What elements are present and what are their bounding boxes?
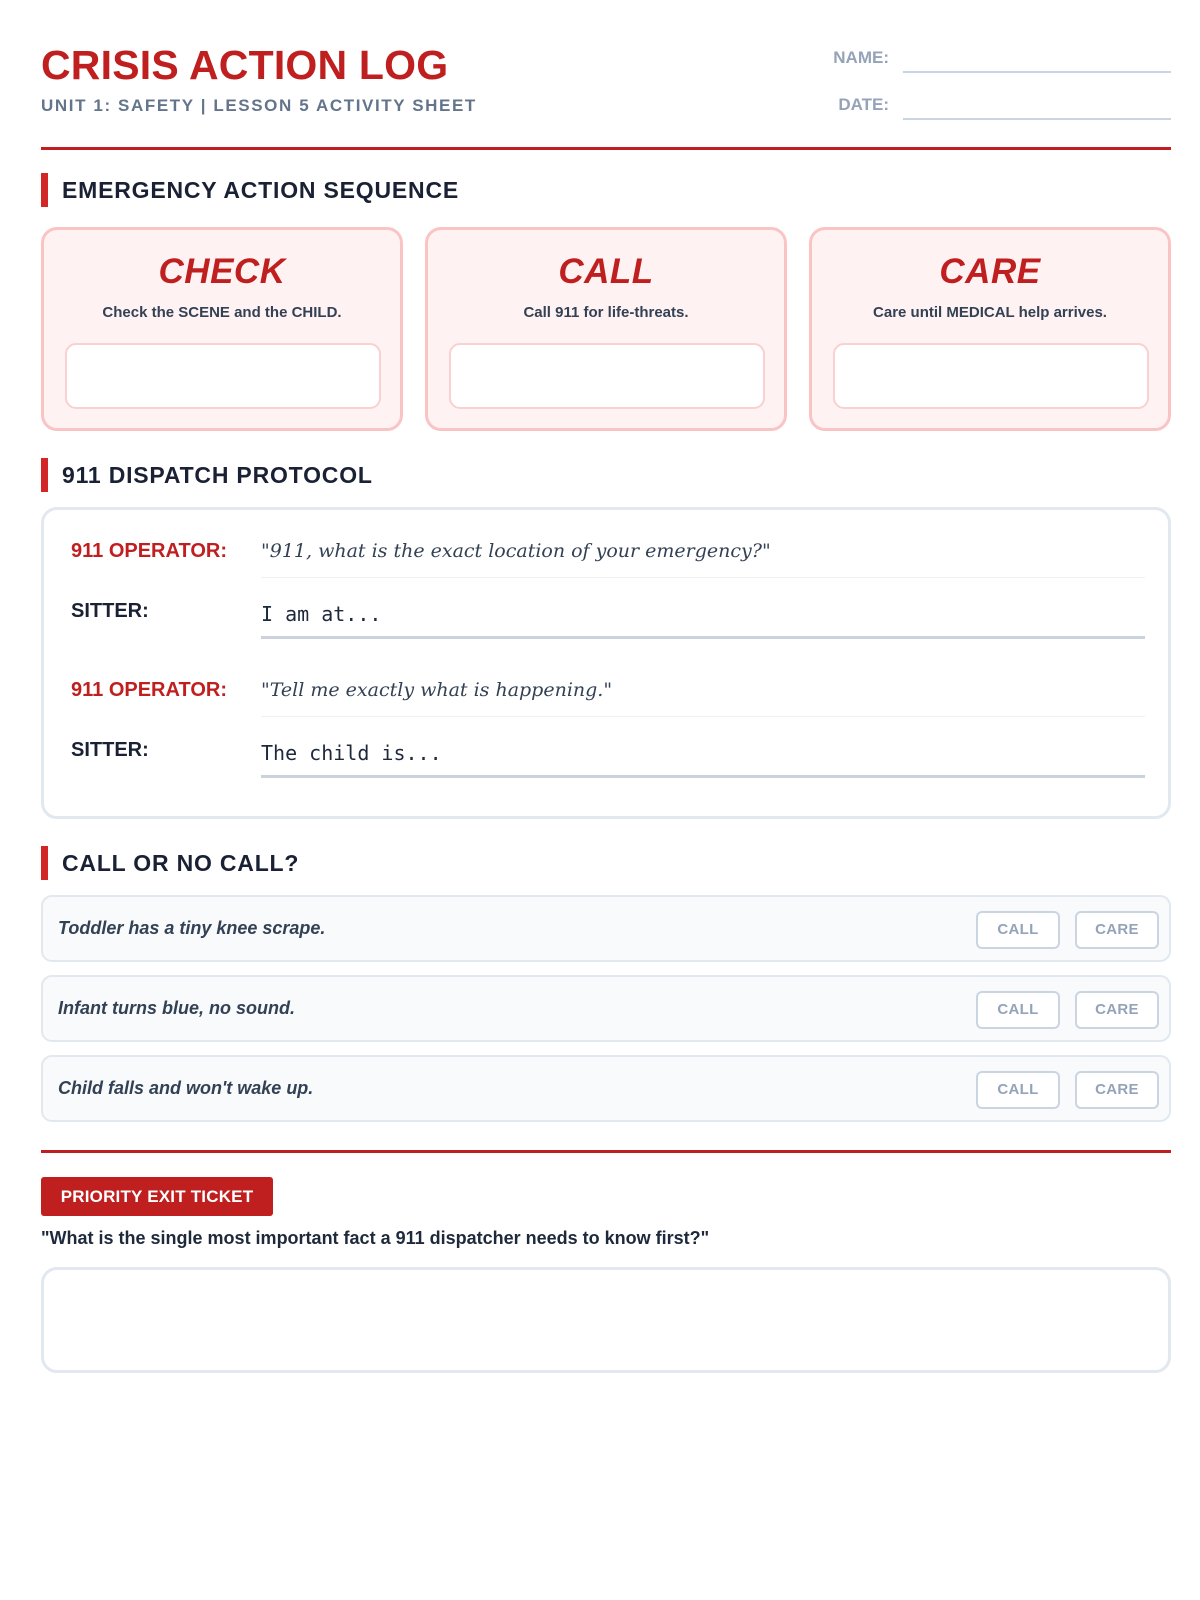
sitter-role: SITTER: — [71, 739, 149, 761]
worksheet-page — [41, 0, 1171, 1248]
sequence-card-call — [425, 227, 787, 431]
scenario-text: Infant turns blue, no sound. — [58, 998, 295, 1018]
divider — [261, 577, 1145, 578]
date-label: DATE: — [838, 95, 889, 114]
card-answer-box[interactable] — [833, 343, 1149, 409]
care-choice-button[interactable]: CARE — [1075, 911, 1159, 949]
exit-ticket-answer-box[interactable] — [41, 1267, 1171, 1373]
card-description: Check the SCENE and the CHILD. — [102, 304, 342, 321]
card-answer-box[interactable] — [65, 343, 381, 409]
call-choice-button[interactable]: CALL — [976, 991, 1060, 1029]
card-description: Call 911 for life-threats. — [523, 304, 689, 321]
sequence-card-care — [809, 227, 1171, 431]
page-title: CRISIS ACTION LOG — [41, 42, 449, 88]
card-answer-box[interactable] — [449, 343, 765, 409]
card-description: Care until MEDICAL help arrives. — [873, 304, 1107, 321]
section-heading-protocol: 911 DISPATCH PROTOCOL — [41, 458, 373, 492]
card-title: CALL — [558, 252, 654, 291]
operator-role: 911 OPERATOR: — [71, 540, 227, 562]
exit-ticket-question: "What is the single most important fact a 911 dispatcher needs to know first?" — [41, 1228, 710, 1248]
scenario-text: Toddler has a tiny knee scrape. — [58, 918, 326, 938]
name-field[interactable] — [903, 71, 1171, 73]
sitter-response-input[interactable]: The child is... — [261, 741, 442, 765]
section-heading-call-or-no-call: CALL OR NO CALL? — [41, 846, 299, 880]
call-choice-button[interactable]: CALL — [976, 911, 1060, 949]
operator-quote: "911, what is the exact location of your emergency?" — [261, 540, 771, 562]
care-choice-button[interactable]: CARE — [1075, 991, 1159, 1029]
card-title: CHECK — [158, 252, 286, 291]
divider — [261, 716, 1145, 717]
dispatch-protocol-box — [41, 507, 1171, 819]
operator-quote: "Tell me exactly what is happening." — [261, 679, 613, 701]
name-label: NAME: — [833, 48, 889, 67]
operator-role: 911 OPERATOR: — [71, 679, 227, 701]
scenario-row — [41, 895, 1171, 962]
page-subtitle: UNIT 1: SAFETY | LESSON 5 ACTIVITY SHEET — [41, 96, 477, 115]
response-underline — [261, 775, 1145, 778]
sitter-role: SITTER: — [71, 600, 149, 622]
date-field[interactable] — [903, 118, 1171, 120]
response-underline — [261, 636, 1145, 639]
section-heading-sequence: EMERGENCY ACTION SEQUENCE — [41, 173, 459, 207]
scenario-text: Child falls and won't wake up. — [58, 1078, 314, 1098]
worksheet-header — [41, 0, 1171, 150]
scenario-row — [41, 975, 1171, 1042]
care-choice-button[interactable]: CARE — [1075, 1071, 1159, 1109]
card-title: CARE — [939, 252, 1041, 291]
sitter-response-input[interactable]: I am at... — [261, 602, 382, 626]
exit-ticket-badge: PRIORITY EXIT TICKET — [41, 1177, 273, 1216]
sequence-card-check — [41, 227, 403, 431]
section-divider — [41, 1150, 1171, 1153]
scenario-row — [41, 1055, 1171, 1122]
call-choice-button[interactable]: CALL — [976, 1071, 1060, 1109]
